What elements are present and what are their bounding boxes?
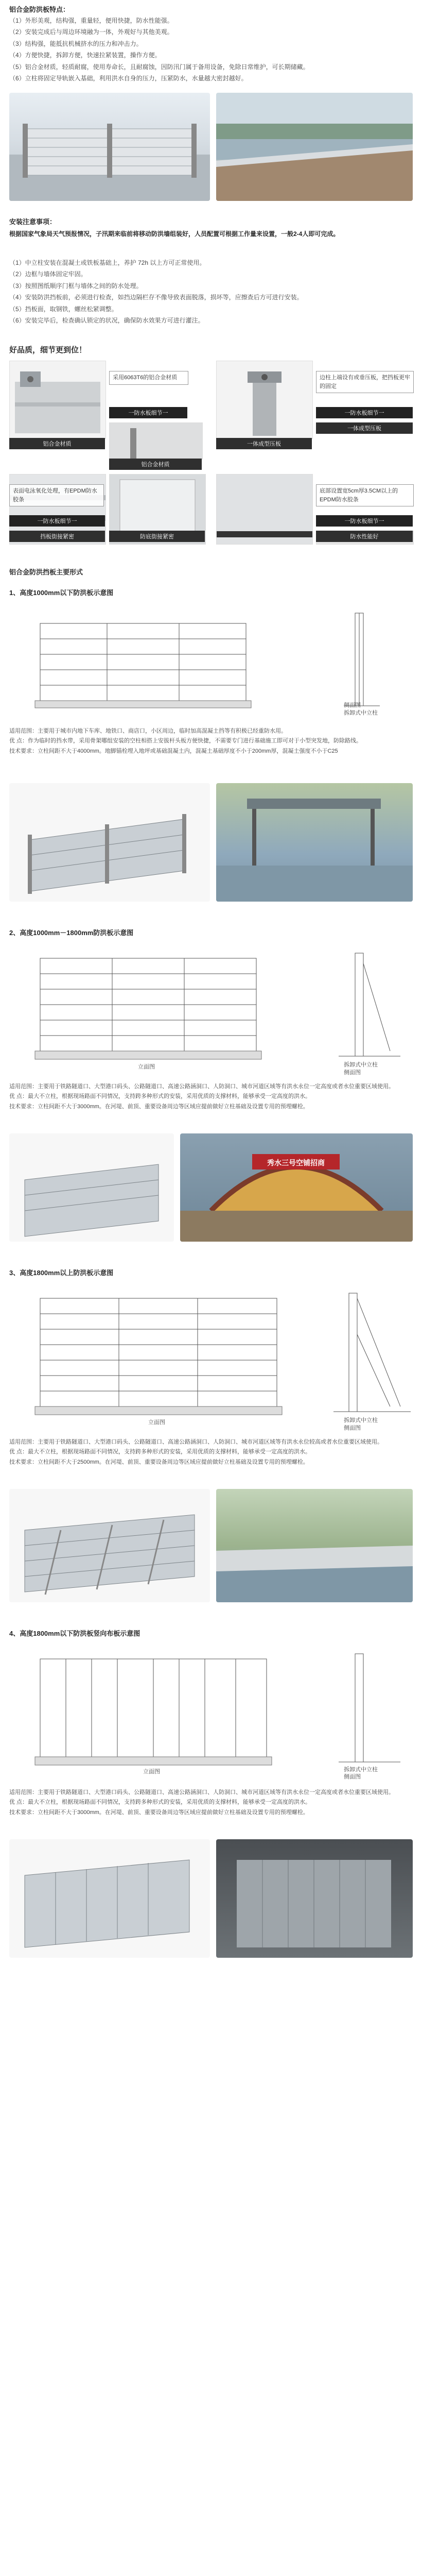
type2-photo-site [180, 1133, 413, 1242]
main-title: 铝合金防洪挡板主要形式 [9, 568, 83, 576]
detail-banner-2: 一防水板细节一 [316, 407, 413, 418]
intro-list [9, 15, 413, 84]
type4-photo-barrier [9, 1839, 210, 1958]
type2-photo-sign: 秀水三号空铺招商 [267, 1159, 325, 1167]
install-item: （6）安装完毕后，检查确认锁定的状况，确保防水效果方可进行灌注。 [9, 316, 204, 324]
aluminum-caption-2: 铝合金材质 [109, 459, 202, 470]
install-list [9, 258, 413, 327]
aluminum-material-image [9, 361, 106, 439]
type2-tech: 技术要求：立柱间距不大于3000mm。在河堤、前顶、重要设备周边等区域应提前做好立柱基础及设置专用的预埋螺栓。 [9, 1103, 309, 1110]
type4-site-illustration [216, 1839, 413, 1958]
detail-banner-3: 一防水板细节一 [9, 515, 105, 527]
type3-title: 3、高度1800mm以上防洪板示意图 [9, 1269, 114, 1277]
waterproof-caption: 防水性能好 [316, 531, 413, 542]
type4-advantage: 优 点：最大不立柱，根据现场路面不同情况，支持跨多种形式的安装，采用优质的支撑材料，能够承受一定高度的洪水。 [9, 1799, 311, 1806]
detail-banner-4: 一防水板细节一 [316, 515, 413, 527]
type3-barrier-render [9, 1489, 210, 1602]
type2-title: 2、高度1000mm－1800mm防洪板示意图 [9, 929, 134, 937]
seal-note: 表面电泳氧化处理，有EPDM防水胶条 [9, 484, 104, 506]
riverside-illustration [216, 93, 413, 201]
features-title: 好品质，细节更到位！ [9, 346, 87, 354]
type4-front-view [9, 1643, 413, 1777]
one-piece-caption: 一体成型压板 [316, 422, 413, 434]
type3-use: 适用范围：主要用于铁路隧道口、大型港口码头、公路隧道口、高速公路涵洞口、人防洞口、城市河道区域等有洪水永位较高或者水位重要区域使用。 [9, 1439, 383, 1445]
type2-side-label2: 侧面图 [344, 1070, 361, 1076]
type3-diagram [9, 1283, 413, 1432]
type1-barrier-render [9, 783, 210, 902]
type1-tech: 技术要求：立柱间距不大于4000mm。地脚锚栓埋入地坪或基础混凝土内，混凝土基础厚度不小于200mm厚，混凝土强度不小于C25 [9, 748, 338, 754]
type1-diagram [9, 603, 413, 721]
intro-title: 铝合金防洪板特点： [9, 6, 70, 13]
type1-desc [9, 726, 413, 756]
type3-front-label: 立面图 [148, 1419, 165, 1426]
type2-photo-barrier [9, 1133, 174, 1242]
intro-item: （5）铝合金材质，轻质耐腐，使用寿命长，且耐腐蚀，因防汛门属于备用设备，免除日常维护，可长期储藏。 [9, 63, 309, 71]
intro-item: （4）方便快捷，拆卸方便，快速拉紧装置，操作方便。 [9, 52, 161, 59]
seal-caption: 挡板街接紧密 [9, 531, 105, 542]
type3-site-illustration [216, 1489, 413, 1602]
install-item: （3）按照图纸顺序门框与墙体之间的防水处理。 [9, 282, 143, 290]
intro-item: （6）立柱将固定导轨嵌入基础，利用洪水自身的压力，压紧防水，水量越大密封越好。 [9, 74, 248, 82]
type2-diagram [9, 943, 413, 1077]
waterproof-note: 底部设置宽5cm厚3.5CM以上的EPDM防水胶条 [316, 484, 414, 506]
install-title: 安装注意事项： [9, 218, 57, 226]
type3-photo-barrier [9, 1489, 210, 1602]
one-piece-caption-2: 一体成型压板 [216, 438, 312, 449]
type4-title: 4、高度1800mm以下防洪板竖向布板示意图 [9, 1630, 140, 1637]
type4-side-label: 拆卸式中立柱 [344, 1767, 378, 1773]
type2-desc [9, 1082, 413, 1112]
type4-diagram [9, 1643, 413, 1780]
type3-side-label2: 侧面图 [344, 1425, 361, 1431]
waterproof-image [216, 474, 313, 545]
type3-tech: 技术要求：立柱间距不大于2500mm。在河堤、前顶、重要设备周边等区域应提前做好立柱基础及设置专用的预埋螺栓。 [9, 1459, 309, 1465]
type1-advantage: 优 点：作为临时的挡水带，采用骨架哪组安装的空柱相搭上安拔杆头板方便快捷，不需要专门进行基础施工即可对于小型突发地，防除路线。 [9, 738, 362, 744]
one-piece-note: 边柱上端设有或垂压板，把挡板更牢的固定 [316, 371, 414, 393]
type1-title: 1、高度1000mm以下防洪板示意图 [9, 589, 114, 597]
intro-item: （1）外形美观，结构强，重量轻，便用快捷，防水性能强。 [9, 17, 173, 24]
type4-use: 适用范围：主要用于铁路隧道口、大型港口码头、公路隧道口、高速公路涵洞口、人防洞口、城市河道区域等有洪水永位一定高度或者水位重要区域使用。 [9, 1789, 394, 1795]
install-item: （4）安装防洪挡板前，必须进行检查，如挡边隔栏存不像导致表面脱落，损坏等，应擦查后方可进行安装。 [9, 294, 303, 301]
type1-side-label: 拆卸式中立柱 [344, 710, 378, 716]
type4-barrier-render [9, 1839, 210, 1958]
riverside-barrier-photo [216, 93, 413, 201]
aluminum-detail-illustration [110, 423, 202, 459]
type2-barrier-render [9, 1133, 174, 1242]
bottom-caption: 防底街接紧密 [109, 531, 205, 542]
type1-use: 适用范围：主要用于城市内地下车库、地铁口、商店口，小区周边，临时加高混凝土挡等有积极已经重防水用。 [9, 728, 287, 734]
type3-photo-site [216, 1489, 413, 1602]
aluminum-detail-image [109, 422, 203, 460]
detail-banner: 一防水板细节一 [109, 407, 187, 418]
type4-photo-site [216, 1839, 413, 1958]
aluminum-caption: 铝合金材质 [9, 438, 105, 449]
type3-side-label: 拆卸式中立柱 [344, 1417, 378, 1423]
page-tail [0, 1973, 422, 2576]
flood-barrier-photo [9, 93, 210, 201]
type3-desc [9, 1437, 413, 1467]
type1-site-illustration [216, 783, 413, 902]
type4-front-label: 立面图 [143, 1769, 160, 1775]
intro-item: （3）结构强，能抵抗机械挤水的压力和冲击力。 [9, 40, 143, 47]
one-piece-plate-image [216, 361, 313, 439]
bracket-illustration [10, 361, 106, 438]
type2-front-label: 立面图 [138, 1064, 155, 1070]
type3-front-view [9, 1283, 413, 1432]
aluminum-note: 采用6063T6的铝合金材质 [109, 371, 188, 385]
type2-front-view [9, 943, 413, 1077]
flood-barrier-illustration [9, 93, 210, 201]
type2-side-label: 拆卸式中立柱 [344, 1062, 378, 1068]
type2-use: 适用范围：主要用于铁路隧道口、大型港口码头、公路隧道口、高速公路涵洞口、人防洞口、城市河道区域等有洪水永位一定高度或者水位重要区域使用。 [9, 1083, 394, 1090]
type4-desc [9, 1788, 413, 1818]
type3-advantage: 优 点：最大不立柱，根据现场路面不同情况，支持跨多种形式的安装，采用优质的支撑材料，能够承受一定高度的洪水。 [9, 1449, 311, 1455]
type2-site-illustration [180, 1133, 413, 1242]
type2-advantage: 优 点：最大不立柱，根据现场路面不同情况，支持跨多种形式的安装，采用优质的支撑材料，能够承受一定高度的洪水。 [9, 1093, 311, 1100]
install-item: （5）挡板面，取钢铁，螺丝松紧调整。 [9, 305, 118, 313]
type1-photo-site [216, 783, 413, 902]
plate-illustration [217, 361, 312, 438]
type1-photo-barrier [9, 783, 210, 902]
install-lead: 根据国家气象局天气预报情况，子汛期来临前将移动防洪墙组装好，人员配置可根据工作量来设置，一般2-4人即可完成。 [9, 230, 340, 238]
intro-item: （2）安装完成后与周边环境融为一体，外观好与其他美观。 [9, 28, 173, 36]
type4-tech: 技术要求：立柱间距不大于3000mm。在河堤、前顶、重要设备周边等区域应提前做好立柱基础及设置专用的预埋螺栓。 [9, 1809, 309, 1816]
waterproof-illustration [217, 474, 312, 544]
install-item: （1）中立柱安装在混凝土或铁板基础上，养护 72h 以上方可正常使用。 [9, 259, 206, 266]
install-item: （2）边框与墙体固定牢固。 [9, 270, 87, 278]
type1-side-label2: 侧面图 [344, 702, 361, 708]
type4-side-label2: 侧面图 [344, 1774, 361, 1780]
